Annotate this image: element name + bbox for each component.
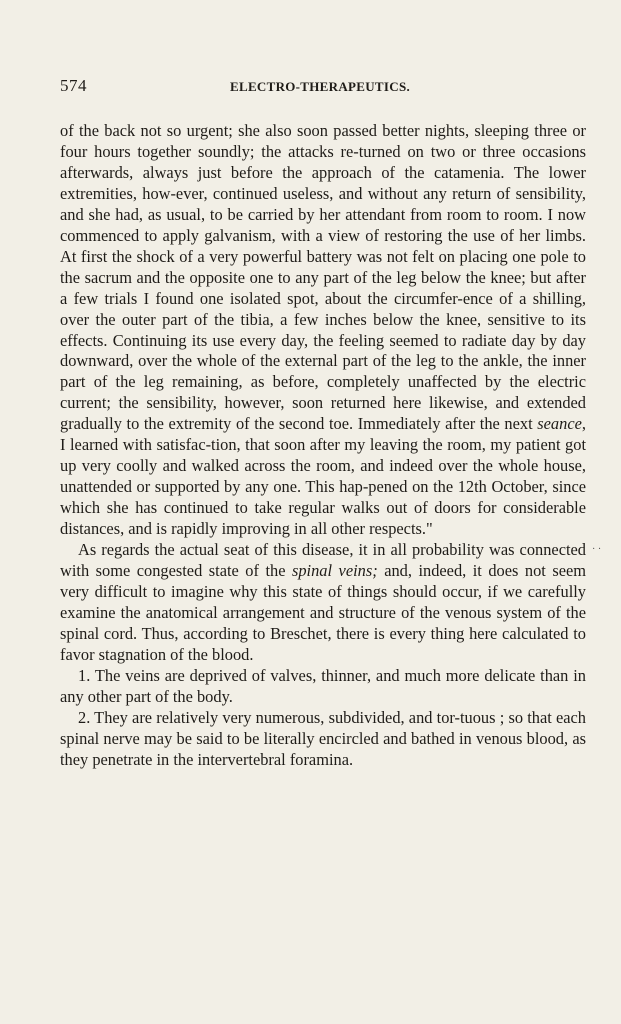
paragraph-2 bbox=[60, 540, 586, 666]
running-head bbox=[60, 76, 580, 100]
paragraph-1-text-b: , I learned with satisfac-tion, that soon after my leaving the room, my patient got up very coolly and walked across the room, and indeed over the whole house, unattended or supported by any one. This hap-pened on the 12th October, since which she has continued to take regular walks out of doors for considerable distances, and is rapidly improving in all other respects." bbox=[60, 414, 586, 539]
numbered-item-2 bbox=[60, 708, 586, 771]
running-title: ELECTRO-THERAPEUTICS. bbox=[230, 79, 411, 94]
page-number: 574 bbox=[60, 76, 87, 95]
numbered-item-1 bbox=[60, 666, 586, 708]
paragraph-1-text-a: of the back not so urgent; she also soon passed better nights, sleeping three or four hours together soundly; the attacks re-turned on two or three occasions afterwards, always just before the approach of the catamenia. The lower extremities, how-ever, continued useless, and without any return of sensibility, and she had, as usual, to be carried by her attendant from room to room. I now commenced to apply galvanism, with a view of restoring the use of her limbs. At first the shock of a very powerful battery was not felt on placing one pole to the sacrum and the opposite one to any part of the leg below the knee; but after a few trials I found one isolated spot, about the circumfer-ence of a shilling, over the outer part of the tibia, a few inches below the knee, sensitive to its effects. Continuing its use every day, the feeling seemed to radiate day by day downward, over the whole of the external part of the leg to the ankle, the inner part of the leg remaining, as before, completely unaffected by the electric current; the sensibility, however, soon returned here likewise, and extended gradually to the extremity of the second toe. Immediately after the next bbox=[60, 121, 586, 434]
paragraph-2-text-b: and, indeed, it does not seem very difficult to imagine why this state of things should occur, if we carefully examine the anatomical arrangement and structure of the venous system of the spinal cord. Thus, according to Breschet, there is every thing here calculated to favor stagnation of the blood. bbox=[60, 561, 587, 664]
body-text bbox=[60, 121, 586, 771]
numbered-item-2-text: 2. They are relatively very numerous, subdivided, and tor-tuous ; so that each spinal nerve may be said to be literally encircled and bathed in venous blood, as they penetrate in the intervertebral foramina. bbox=[60, 707, 586, 769]
paragraph-2-text-a: As regards the actual seat of this disease, it in all probability was connected with some congested state of the bbox=[60, 540, 586, 581]
paragraph-1 bbox=[60, 121, 586, 540]
numbered-item-1-text: 1. The veins are deprived of valves, thinner, and much more delicate than in any other part of the body. bbox=[60, 665, 586, 706]
paragraph-1-italic-seance: seance bbox=[537, 414, 582, 434]
paragraph-2-italic-spinal-veins: spinal veins; bbox=[291, 561, 378, 581]
margin-mark: · · bbox=[592, 544, 602, 555]
